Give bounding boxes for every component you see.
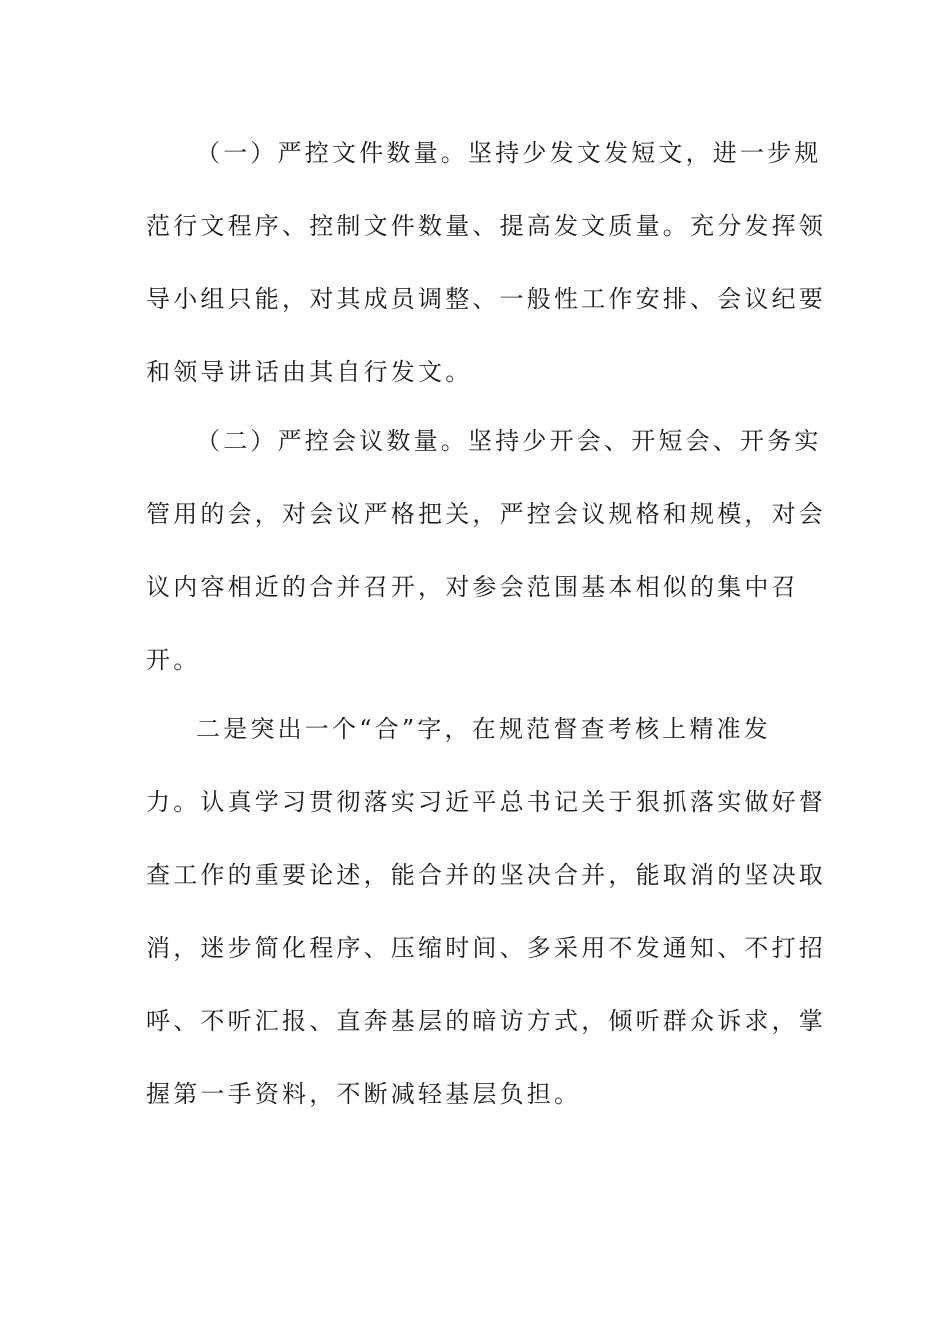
paragraph-1-line-3: 导小组只能，对其成员调整、一般性工作安排、会议纪要 (146, 285, 826, 313)
paragraph-2-line-3: 议内容相近的合并召开，对参会范围基本相似的集中召 (146, 573, 799, 601)
paragraph-3-line-4: 消，迷步简化程序、压缩时间、多采用不发通知、不打招 (146, 934, 826, 962)
paragraph-3-line-3: 查工作的重要论述，能合并的坚决合并，能取消的坚决取 (146, 861, 826, 889)
paragraph-3-line-6: 握第一手资料，不断减轻基层负担。 (146, 1080, 582, 1108)
paragraph-3-line-2: 力。认真学习贯彻落实习近平总书记关于狠抓落实做好督 (146, 788, 826, 816)
paragraph-3-line-5: 呼、不听汇报、直奔基层的暗访方式，倾听群众诉求，掌 (146, 1007, 826, 1035)
paragraph-1-line-4: 和领导讲话由其自行发文。 (146, 358, 473, 386)
paragraph-1-line-1: （一）严控文件数量。坚持少发文发短文，进一步规 (196, 139, 822, 167)
paragraph-2-line-2: 管用的会，对会议严格把关，严控会议规格和规模，对会 (146, 500, 826, 528)
paragraph-2-line-4: 开。 (146, 646, 201, 674)
paragraph-1-line-2: 范行文程序、控制文件数量、提高发文质量。充分发挥领 (146, 212, 826, 240)
paragraph-3-line-1: 二是突出一个“合”字，在规范督查考核上精准发 (196, 715, 771, 743)
paragraph-2-line-1: （二）严控会议数量。坚持少开会、开短会、开务实 (196, 427, 822, 455)
